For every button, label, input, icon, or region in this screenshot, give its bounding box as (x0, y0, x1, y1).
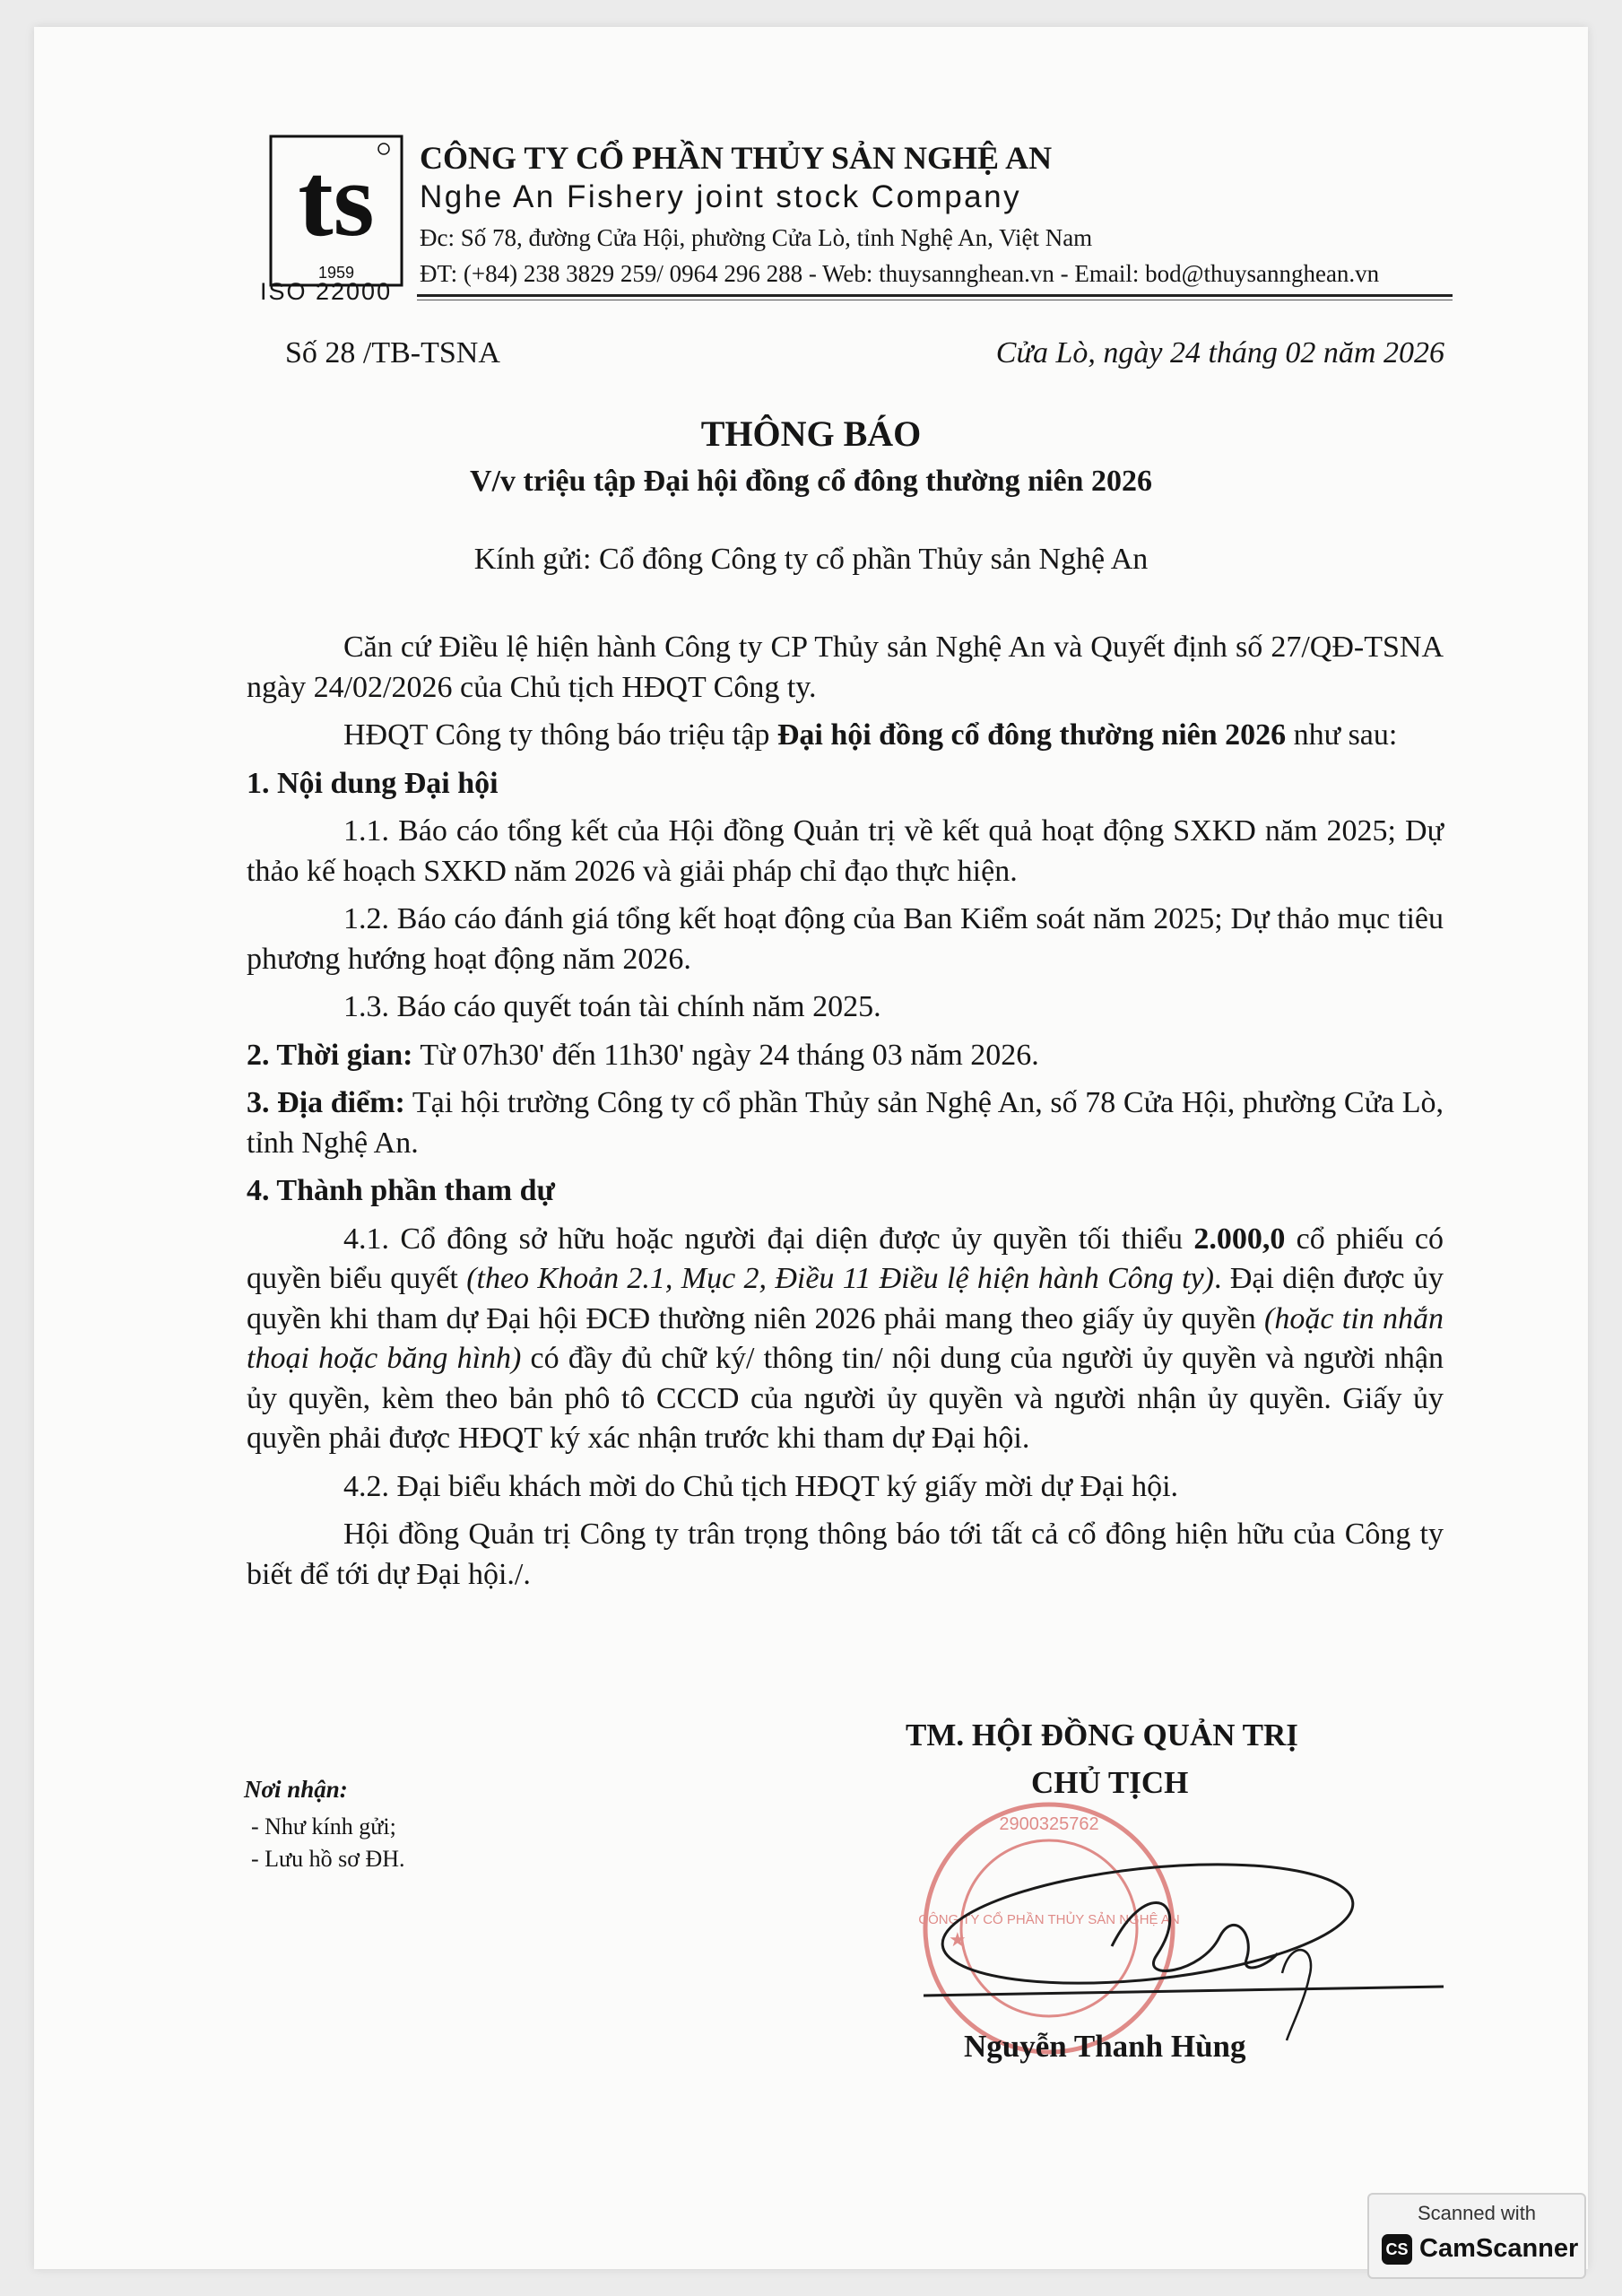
signature-org: TM. HỘI ĐỒNG QUẢN TRỊ (906, 1718, 1298, 1752)
section-4-heading: 4. Thành phần tham dự (247, 1174, 555, 1207)
recipient-item: - Lưu hồ sơ ĐH. (251, 1846, 405, 1872)
svg-text:CÔNG TY CỔ PHẦN THỦY SẢN NGHỆ: CÔNG TY CỔ PHẦN THỦY SẢN NGHỆ AN (918, 1912, 1180, 1927)
document-body (247, 628, 1444, 1603)
document-number: Số 28 /TB-TSNA (285, 336, 500, 370)
company-contact: ĐT: (+84) 238 3829 259/ 0964 296 288 - Web: thuysannghean.vn - Email: bod@thuysannghean.vn (420, 260, 1380, 287)
camscanner-logo-icon: CS (1382, 2234, 1412, 2265)
svg-text:2900325762: 2900325762 (999, 1814, 1099, 1834)
company-name-vi: CÔNG TY CỔ PHẦN THỦY SẢN NGHỆ AN (420, 140, 1053, 176)
camscanner-brand: CamScanner (1419, 2234, 1579, 2263)
svg-text:1959: 1959 (317, 264, 355, 282)
item-1-2: 1.2. Báo cáo đánh giá tổng kết hoạt động của Ban Kiểm soát năm 2025; Dự thảo mục tiêu phương hướng hoạt động năm 2026. (247, 902, 1444, 976)
company-address: Đc: Số 78, đường Cửa Hội, phường Cửa Lò, tỉnh Nghệ An, Việt Nam (420, 224, 1093, 251)
scanned-with-label: Scanned with (1417, 2202, 1537, 2224)
section-1-heading: 1. Nội dung Đại hội (247, 766, 499, 800)
paragraph-basis: Căn cứ Điều lệ hiện hành Công ty CP Thủy sản Nghệ An và Quyết định số 27/QĐ-TSNA ngày 24/02/2026 của Chủ tịch HĐQT Công ty. (247, 631, 1444, 704)
svg-text:★: ★ (949, 1928, 967, 1951)
item-4-1: 4.1. Cổ đông sở hữu hoặc người đại diện được ủy quyền tối thiểu 2.000,0 cổ phiếu có quyền biểu quyết (theo Khoản 2.1, Mục 2, Điều 11 Điều lệ hiện hành Công ty). Đại diện được ủy quyền khi tham dự Đại hội ĐCĐ thường niên 2026 phải mang theo giấy ủy quyền (hoặc tin nhắn thoại hoặc băng hình) có đầy đủ chữ ký/ thông tin/ nội dung của người ủy quyền và người nhận ủy quyền, kèm theo bản phô tô CCCD của người ủy quyền và người nhận ủy quyền. Giấy ủy quyền phải được HĐQT ký xác nhận trước khi tham dự Đại hội. (247, 1222, 1444, 1455)
camscanner-watermark (1367, 2193, 1586, 2279)
signature-title: CHỦ TỊCH (1031, 1765, 1189, 1800)
section-2-time: 2. Thời gian: Từ 07h30' đến 11h30' ngày 24 tháng 03 năm 2026. (247, 1038, 1039, 1072)
document-title: THÔNG BÁO (700, 413, 922, 454)
closing-paragraph: Hội đồng Quản trị Công ty trân trọng thông báo tới tất cả cổ đông hiện hữu của Công ty biết để tới dự Đại hội./. (247, 1518, 1444, 1591)
paragraph-intro: HĐQT Công ty thông báo triệu tập Đại hội đồng cổ đông thường niên 2026 như sau: (343, 718, 1398, 752)
recipients-heading: Nơi nhận: (244, 1776, 348, 1803)
svg-text:ts: ts (298, 141, 375, 258)
section-3-location: 3. Địa điểm: Tại hội trường Công ty cổ phần Thủy sản Nghệ An, số 78 Cửa Hội, phường Cửa Lò, tỉnh Nghệ An. (247, 1086, 1444, 1160)
place-date: Cửa Lò, ngày 24 tháng 02 năm 2026 (995, 336, 1444, 370)
item-1-3: 1.3. Báo cáo quyết toán tài chính năm 2025. (343, 990, 881, 1023)
header-divider (417, 294, 1453, 297)
item-4-2: 4.2. Đại biểu khách mời do Chủ tịch HĐQT ký giấy mời dự Đại hội. (343, 1469, 1179, 1503)
item-1-1: 1.1. Báo cáo tổng kết của Hội đồng Quản trị về kết quả hoạt động SXKD năm 2025; Dự thảo kế hoạch SXKD năm 2026 và giải pháp chỉ đạo thực hiện. (247, 814, 1444, 888)
recipient-line: Kính gửi: Cổ đông Công ty cổ phần Thủy sản Nghệ An (473, 543, 1149, 576)
document-subtitle: V/v triệu tập Đại hội đồng cổ đông thường niên 2026 (470, 465, 1152, 498)
company-name-en: Nghe An Fishery joint stock Company (420, 179, 1022, 214)
recipient-item: - Như kính gửi; (251, 1813, 396, 1839)
intro-bold: Đại hội đồng cổ đông thường niên 2026 (776, 718, 1287, 752)
iso-label: ISO 22000 (260, 278, 393, 305)
signer-name: Nguyễn Thanh Hùng (964, 2029, 1246, 2064)
company-logo (269, 135, 403, 287)
